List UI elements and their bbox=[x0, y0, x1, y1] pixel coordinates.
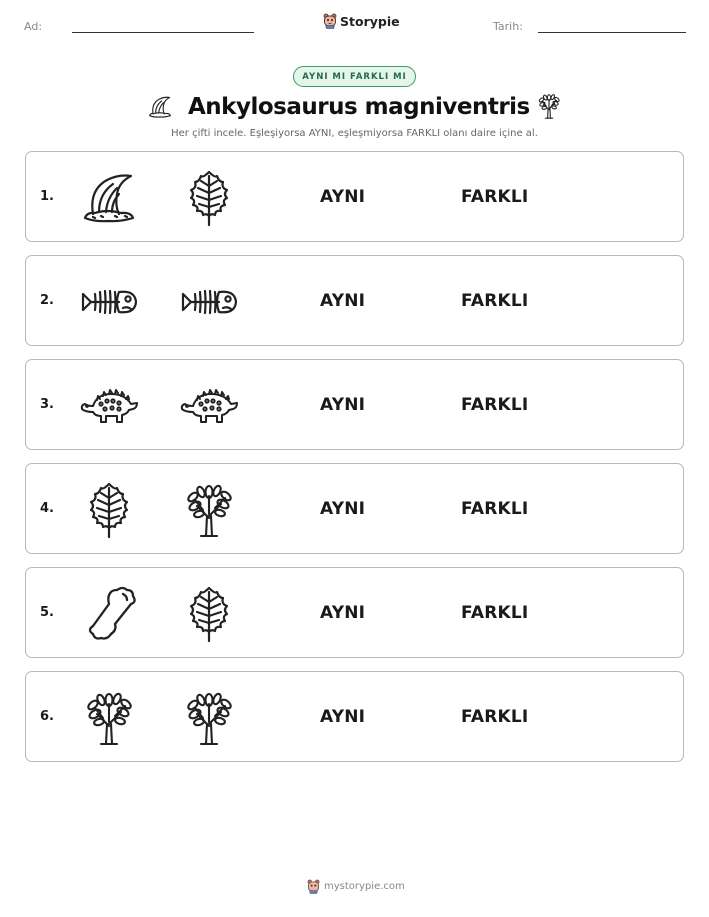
question-number: 3. bbox=[40, 397, 54, 412]
brand-logo bbox=[323, 13, 400, 29]
tree-icon bbox=[79, 688, 139, 748]
leaf-icon bbox=[79, 480, 139, 540]
option-same[interactable]: AYNI bbox=[320, 291, 366, 311]
tree-icon bbox=[179, 480, 239, 540]
name-label: Ad: bbox=[24, 20, 43, 33]
option-different[interactable]: FARKLI bbox=[461, 291, 529, 311]
option-different[interactable]: FARKLI bbox=[461, 395, 529, 415]
question-row bbox=[25, 255, 684, 346]
leaf-icon bbox=[179, 168, 239, 228]
claw-icon bbox=[79, 168, 139, 228]
leaf-icon bbox=[179, 584, 239, 644]
option-same[interactable]: AYNI bbox=[320, 395, 366, 415]
question-row bbox=[25, 567, 684, 658]
option-same[interactable]: AYNI bbox=[320, 187, 366, 207]
question-row bbox=[25, 671, 684, 762]
bone-icon bbox=[79, 584, 139, 644]
name-line[interactable] bbox=[72, 32, 254, 33]
option-same[interactable]: AYNI bbox=[320, 603, 366, 623]
footer bbox=[307, 879, 405, 894]
page-title: Ankylosaurus magniventris bbox=[188, 94, 530, 120]
question-row bbox=[25, 359, 684, 450]
question-number: 4. bbox=[40, 501, 54, 516]
option-same[interactable]: AYNI bbox=[320, 707, 366, 727]
question-number: 5. bbox=[40, 605, 54, 620]
option-different[interactable]: FARKLI bbox=[461, 187, 529, 207]
storypie-mascot-icon bbox=[323, 13, 337, 29]
ankylosaurus-icon bbox=[79, 376, 139, 436]
option-different[interactable]: FARKLI bbox=[461, 499, 529, 519]
footer-url[interactable]: mystorypie.com bbox=[324, 881, 405, 892]
activity-badge: AYNI MI FARKLI MI bbox=[293, 66, 416, 87]
question-number: 6. bbox=[40, 709, 54, 724]
tree-icon bbox=[179, 688, 239, 748]
question-number: 1. bbox=[40, 189, 54, 204]
date-label: Tarih: bbox=[493, 20, 523, 33]
title-row bbox=[0, 90, 709, 124]
option-different[interactable]: FARKLI bbox=[461, 707, 529, 727]
date-line[interactable] bbox=[538, 32, 686, 33]
question-number: 2. bbox=[40, 293, 54, 308]
instructions: Her çifti incele. Eşleşiyorsa AYNI, eşleşmiyorsa FARKLI olanı daire içine al. bbox=[171, 128, 538, 139]
option-different[interactable]: FARKLI bbox=[461, 603, 529, 623]
brand-name: Storypie bbox=[340, 13, 400, 29]
storypie-mascot-icon bbox=[307, 879, 320, 894]
claw-icon bbox=[145, 94, 175, 124]
question-row bbox=[25, 151, 684, 242]
fish-skeleton-icon bbox=[179, 272, 239, 332]
fish-skeleton-icon bbox=[79, 272, 139, 332]
option-same[interactable]: AYNI bbox=[320, 499, 366, 519]
ankylosaurus-icon bbox=[179, 376, 239, 436]
question-row bbox=[25, 463, 684, 554]
tree-icon bbox=[535, 91, 563, 125]
